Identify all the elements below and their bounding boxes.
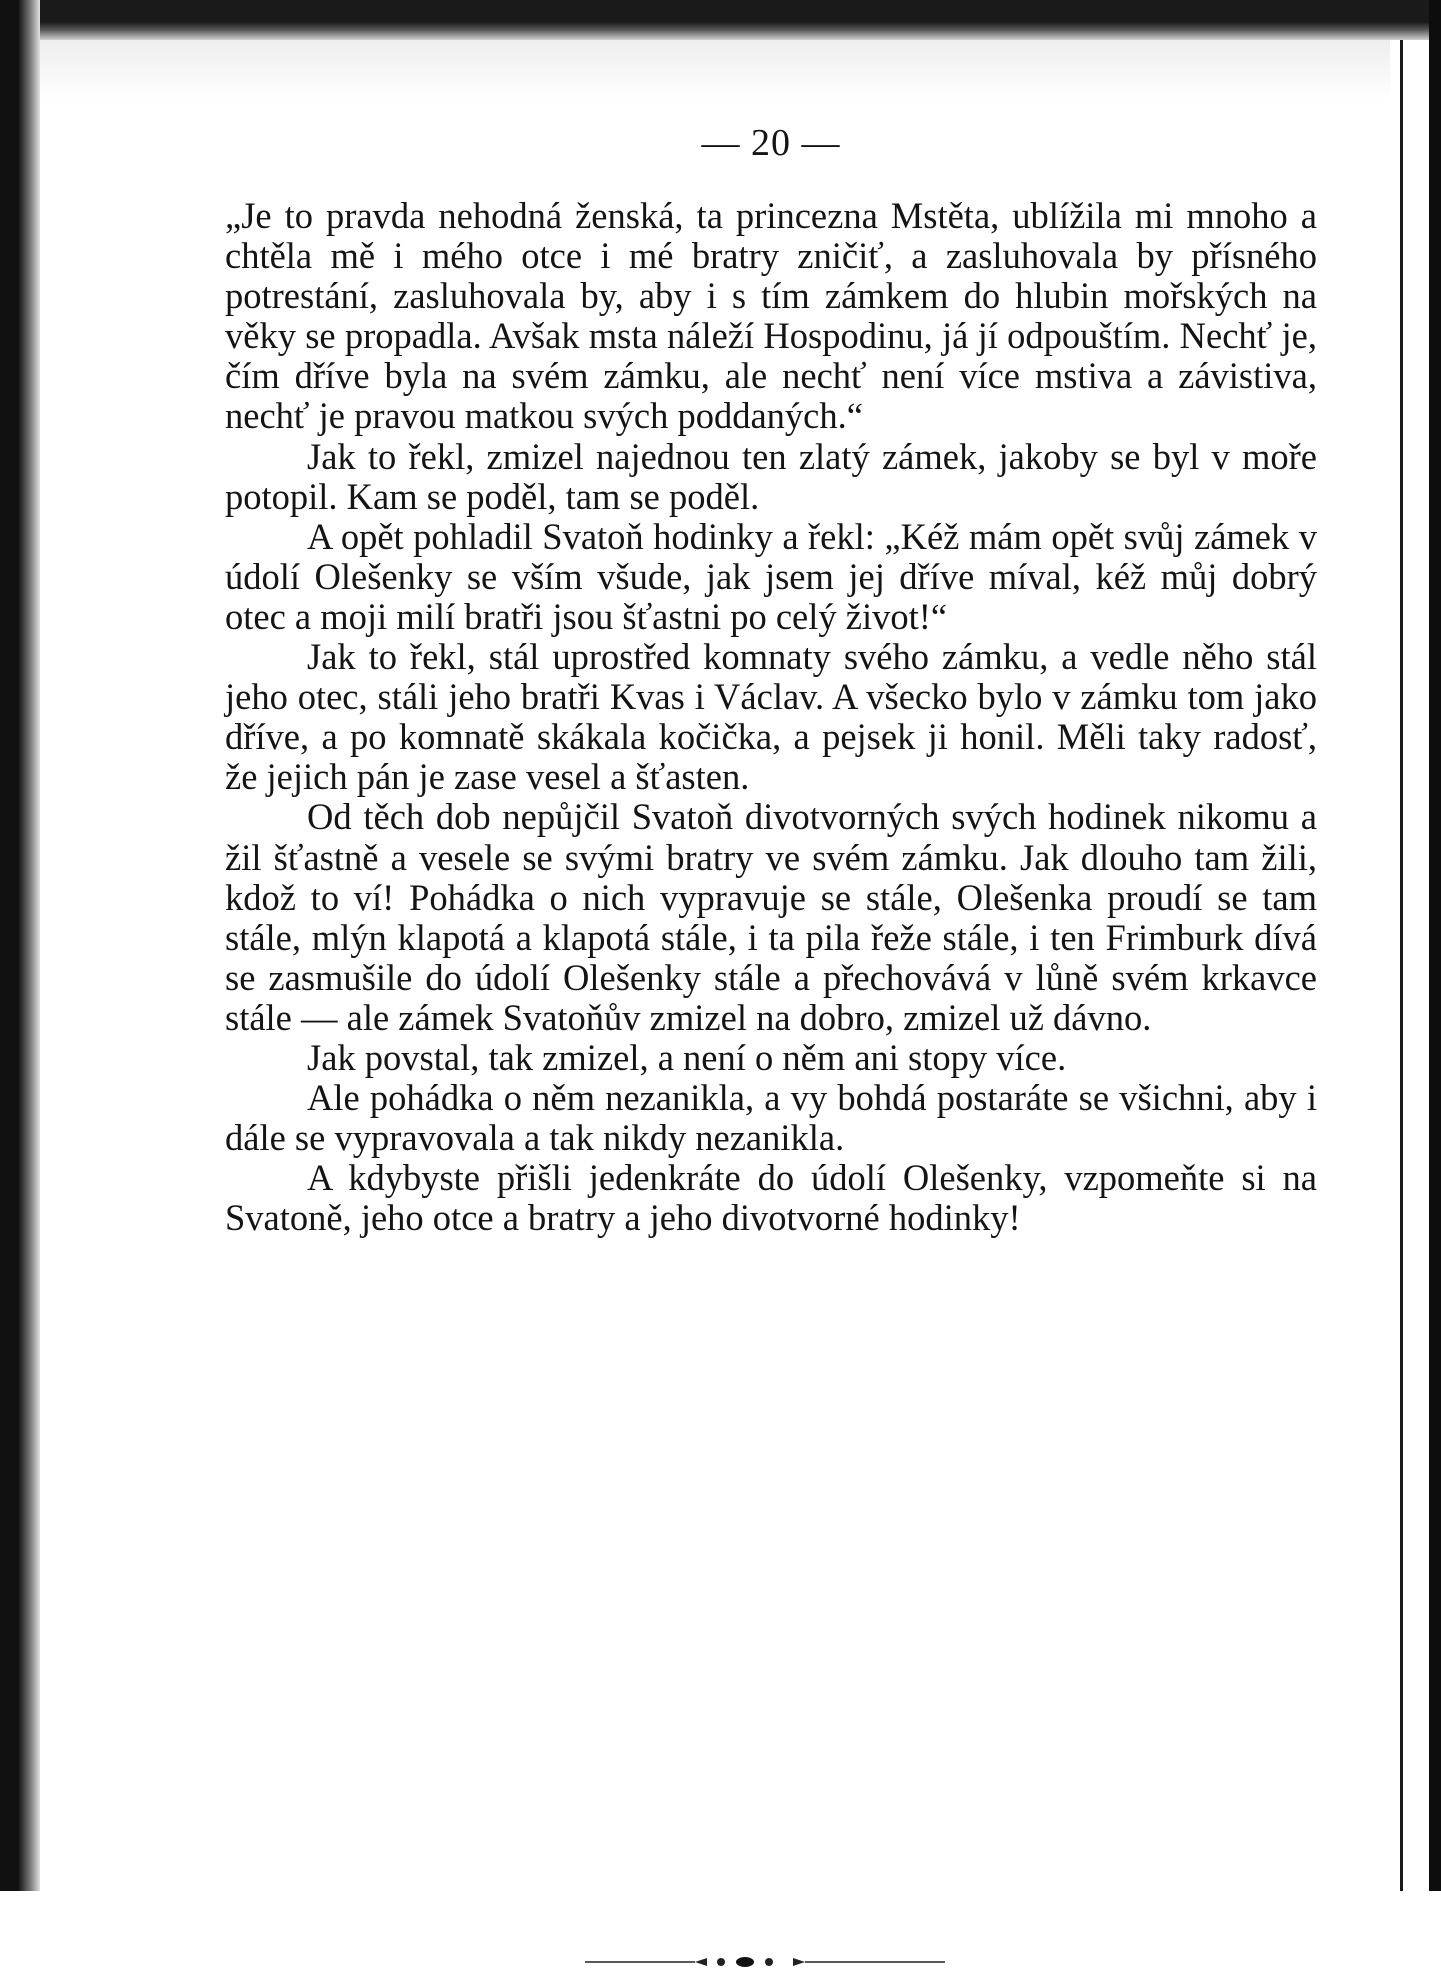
paragraph-6: Jak povstal, tak zmizel, a není o něm ani stopy více.: [307, 1036, 1067, 1078]
scan-right-border: [1429, 0, 1441, 1891]
page-content: [225, 118, 1317, 1238]
scan-top-border: [0, 0, 1441, 40]
paragraph-8: A kdybyste přišli jedenkráte do údolí Olešenky, vzpomeňte si na Svatoně, jeho otce a bratry a jeho divotvorné hodinky!: [225, 1157, 1317, 1239]
scan-right-edge-line: [1400, 40, 1403, 1891]
paragraph-7: Ale pohádka o něm nezanikla, a vy bohdá postaráte se všichni, aby i dále se vypravovala a tak nikdy nezanikla.: [225, 1077, 1317, 1159]
paragraph-1: „Je to pravda nehodná ženská, ta princezna Mstěta, ublížila mi mnoho a chtěla mě i mého otce i mé bratry zničiť, a zasluhovala by přísného potrestání, zasluhovala by, aby i s tím zámkem do hlubin mořských na věky se propadla. Avšak msta náleží Hospodinu, já jí odpouštím. Nechť je, čím dříve byla na svém zámku, ale nechť není více mstiva a závistiva, nechť je pravou matkou svých poddaných.“: [225, 195, 1317, 437]
end-ornament: [585, 1952, 945, 1972]
paragraph-2: Jak to řekl, zmizel najednou ten zlatý zámek, jakoby se byl v moře potopil. Kam se poděl, tam se poděl.: [225, 435, 1317, 517]
page-number: — 20 —: [701, 122, 841, 164]
paragraph-4: Jak to řekl, stál uprostřed komnaty svého zámku, a vedle něho stál jeho otec, stáli jeho bratři Kvas i Václav. A všecko bylo v zámku tom jako dříve, a po komnatě skákala kočička, a pejsek ji honil. Měli taky radosť, že jejich pán je zase vesel a šťasten.: [225, 636, 1317, 798]
scan-top-shade: [40, 40, 1390, 100]
scan-left-border: [0, 0, 40, 1891]
paragraph-3: A opět pohladil Svatoň hodinky a řekl: „Kéž mám opět svůj zámek v údolí Olešenky se vším všude, jak jsem jej dříve míval, kéž můj dobrý otec a moji milí bratři jsou šťastni po celý život!“: [225, 515, 1317, 637]
paragraph-5: Od těch dob nepůjčil Svatoň divotvorných svých hodinek nikomu a žil šťastně a vesele se svými bratry ve svém zámku. Jak dlouho tam žili, kdož to ví! Pohádka o nich vypravuje se stále, Olešenka proudí se tam stále, mlýn klapotá a klapotá stále, i ta pila řeže stále, i ten Frimburk dívá se zasmušile do údolí Olešenky stále a přechovává v lůně svém krkavce stále — ale zámek Svatoňův zmizel na dobro, zmizel už dávno.: [225, 796, 1317, 1038]
